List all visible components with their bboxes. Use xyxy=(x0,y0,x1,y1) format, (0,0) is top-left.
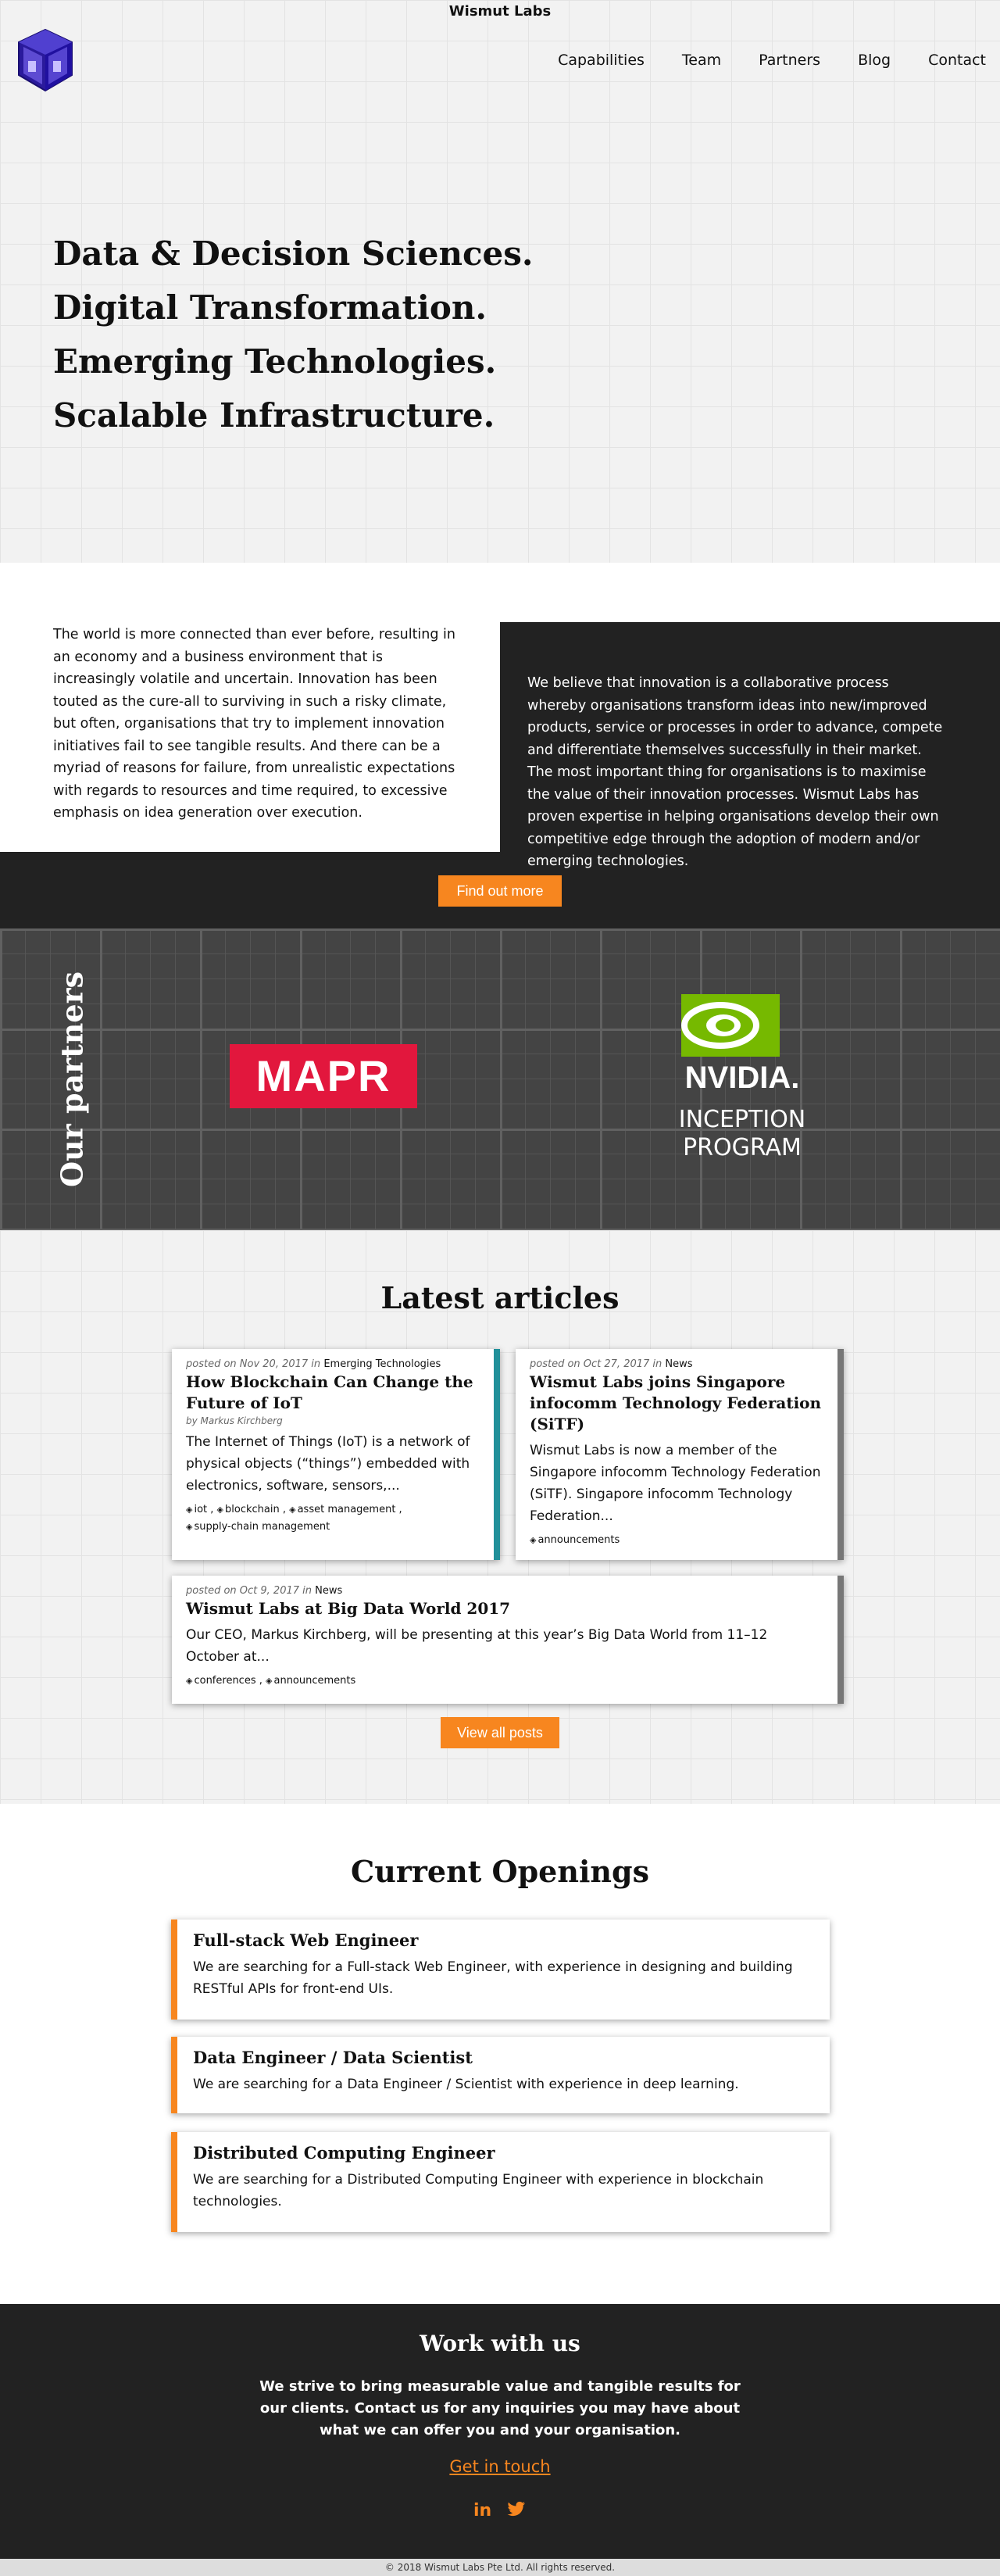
tag-icon: ◈ xyxy=(186,1504,193,1515)
article-title[interactable]: Wismut Labs joins Singapore infocomm Technology Federation (SiTF) xyxy=(530,1372,822,1433)
article-by-label: by xyxy=(186,1415,198,1426)
find-out-more-button[interactable]: Find out more xyxy=(438,875,562,907)
tag-link[interactable]: ◈ iot xyxy=(186,1504,208,1515)
tag-link[interactable]: ◈ announcements xyxy=(266,1675,356,1687)
article-meta xyxy=(186,1585,823,1597)
site-title: Wismut Labs xyxy=(448,3,552,20)
article-byline xyxy=(186,1415,480,1426)
mapr-logo[interactable] xyxy=(230,1044,417,1108)
tag-icon: ◈ xyxy=(216,1504,224,1515)
nav-capabilities[interactable]: Capabilities xyxy=(558,52,645,69)
tag-icon: ◈ xyxy=(186,1522,193,1532)
articles-section xyxy=(0,1230,1000,1804)
intro-left-text: The world is more connected than ever before, resulting in an economy and a business environment that is increasingly volatile and uncertain. Innovation has been touted as the cure-all to surviving in such a risky climate, but often, organisations that try to implement innovation initiatives fail to see tangible results. And there can be a myriad of reasons for failure, from unrealistic expectations with regards to resources and time required, to excessive emphasis on idea generation over execution. xyxy=(53,627,456,821)
nvidia-wordmark: NVIDIA. xyxy=(684,1061,800,1095)
openings-section xyxy=(0,1804,1000,2304)
article-posted: posted on Nov 20, 2017 in xyxy=(186,1358,321,1370)
job-title: Distributed Computing Engineer xyxy=(193,2143,495,2163)
article-author[interactable]: Markus Kirchberg xyxy=(200,1415,283,1426)
article-title[interactable]: Wismut Labs at Big Data World 2017 xyxy=(186,1599,511,1618)
mapr-text: MAPR xyxy=(255,1051,391,1100)
job-description: We are searching for a Distributed Computing Engineer with experience in blockchain technologies. xyxy=(193,2172,764,2209)
get-in-touch-link[interactable]: Get in touch xyxy=(449,2457,551,2476)
nvidia-inception-text: INCEPTION xyxy=(678,1106,806,1133)
work-title: Work with us xyxy=(420,2331,580,2356)
copyright-bar: © 2018 Wismut Labs Pte Ltd. All rights reserved. xyxy=(0,2559,1000,2576)
linkedin-icon[interactable]: in xyxy=(473,2501,492,2521)
work-with-us-section xyxy=(0,2304,1000,2559)
nav-partners[interactable]: Partners xyxy=(759,52,821,69)
nvidia-program-text: PROGRAM xyxy=(683,1134,802,1161)
nav-team[interactable]: Team xyxy=(681,52,722,69)
article-title[interactable]: How Blockchain Can Change the Future of IoT xyxy=(186,1372,473,1412)
article-card[interactable] xyxy=(172,1576,844,1704)
tag-link[interactable]: ◈ announcements xyxy=(530,1534,620,1546)
work-text: We strive to bring measurable value and tangible results for our clients. Contact us for any inquiries you may have about what we can offer you and your organisation. xyxy=(259,2378,741,2438)
article-card[interactable] xyxy=(516,1349,844,1560)
tag-link[interactable]: ◈ asset management xyxy=(289,1504,396,1515)
twitter-icon[interactable] xyxy=(507,2501,526,2518)
get-in-touch-wrapper xyxy=(0,2457,1000,2476)
article-posted: posted on Oct 27, 2017 in xyxy=(530,1358,662,1370)
article-meta xyxy=(530,1358,823,1370)
article-category-link[interactable]: Emerging Technologies xyxy=(323,1358,441,1370)
article-excerpt: The Internet of Things (IoT) is a network of physical objects (“things”) embedded with electronics, software, sensors,... xyxy=(186,1434,470,1494)
tag-link[interactable]: ◈ supply-chain management xyxy=(186,1521,330,1533)
openings-title: Current Openings xyxy=(350,1854,649,1889)
hero-line: Scalable Infrastructure. xyxy=(53,396,495,435)
job-card[interactable] xyxy=(171,2037,830,2113)
article-tags: ◈ conferences , ◈ announcements xyxy=(186,1675,356,1687)
tag-icon: ◈ xyxy=(289,1504,296,1515)
job-card[interactable] xyxy=(171,2132,830,2232)
tag-link[interactable]: ◈ conferences xyxy=(186,1675,256,1687)
nav-blog[interactable]: Blog xyxy=(858,52,891,69)
article-tags: ◈ iot , ◈ blockchain , ◈ asset management , ◈ supply-chain management xyxy=(186,1504,402,1533)
partners-title: Our partners xyxy=(54,971,90,1187)
hero-headline xyxy=(53,227,534,442)
job-description: We are searching for a Full-stack Web Engineer, with experience in designing and building RESTful APIs for front-end UIs. xyxy=(193,1959,793,1997)
view-all-posts-button[interactable]: View all posts xyxy=(441,1717,559,1748)
article-tags xyxy=(530,1532,823,1549)
article-card[interactable] xyxy=(172,1349,500,1560)
hero-line: Emerging Technologies. xyxy=(53,342,497,381)
nvidia-inception-logo[interactable] xyxy=(673,994,811,1163)
hero-section xyxy=(0,0,1000,563)
article-excerpt: Our CEO, Markus Kirchberg, will be presenting at this year’s Big Data World from 11–12 October at... xyxy=(186,1627,768,1665)
main-nav xyxy=(558,52,986,69)
tag-icon: ◈ xyxy=(266,1676,273,1686)
job-title: Full-stack Web Engineer xyxy=(193,1930,419,1950)
article-posted: posted on Oct 9, 2017 in xyxy=(186,1585,312,1597)
hero-line: Data & Decision Sciences. xyxy=(53,234,534,273)
articles-title: Latest articles xyxy=(380,1280,620,1315)
intro-right-text: We believe that innovation is a collaborative process whereby organisations transform ideas into new/improved products, service or processes in order to advance, compete and differentiate themselves successfully in their market. The most important thing for organisations is to maximise the value of their innovation processes. Wismut Labs has proven expertise in helping organisations develop their own competitive edge through the adoption of modern and/or emerging technologies. xyxy=(527,675,943,869)
wismut-logo[interactable] xyxy=(16,28,75,92)
intro-section xyxy=(0,563,1000,928)
article-excerpt: Wismut Labs is now a member of the Singapore infocomm Technology Federation (SiTF). Singapore infocomm Technology Federation... xyxy=(530,1443,821,1524)
social-links xyxy=(473,2501,526,2521)
job-title: Data Engineer / Data Scientist xyxy=(193,2048,473,2067)
article-meta xyxy=(186,1358,480,1370)
partners-section xyxy=(0,928,1000,1230)
tag-link[interactable]: ◈ blockchain xyxy=(216,1504,280,1515)
article-category-link[interactable]: News xyxy=(315,1585,343,1597)
intro-right-panel xyxy=(500,622,1000,869)
tag-icon: ◈ xyxy=(186,1676,193,1686)
tag-icon: ◈ xyxy=(530,1535,537,1545)
article-category-link[interactable]: News xyxy=(665,1358,693,1370)
job-card[interactable] xyxy=(171,1919,830,2020)
nav-contact[interactable]: Contact xyxy=(928,52,986,69)
hero-line: Digital Transformation. xyxy=(53,288,488,327)
job-description: We are searching for a Data Engineer / Scientist with experience in deep learning. xyxy=(193,2077,739,2092)
